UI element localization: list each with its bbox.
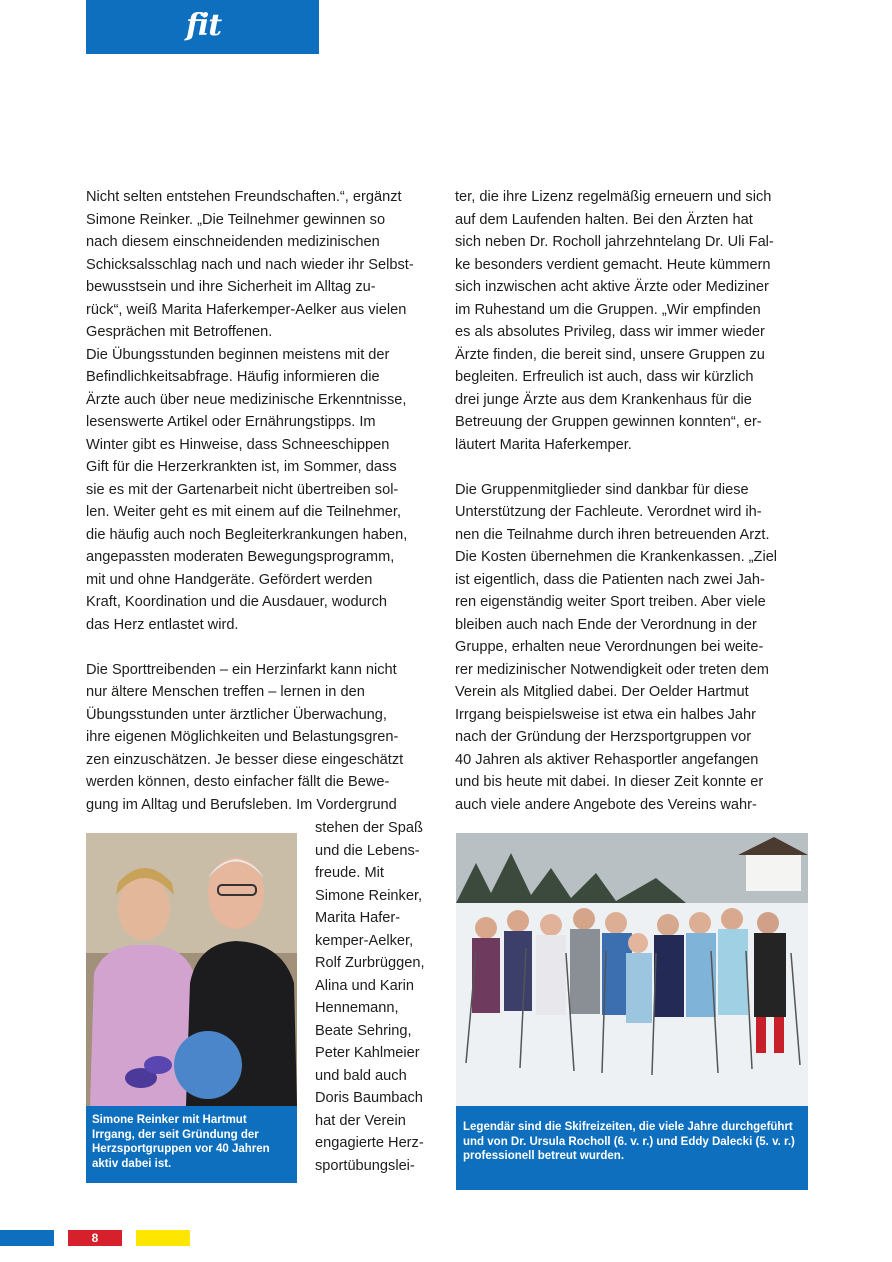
logo-fit-text: fit <box>186 8 222 43</box>
footer-blue-bar <box>0 1230 54 1246</box>
photo-caption: Simone Reinker mit Hartmut Irrgang, der seit Gründung der Herzsportgruppen vor 40 Jahren aktiv dabei ist. <box>86 1106 297 1183</box>
header-logo-bar <box>86 0 319 54</box>
text-column-right <box>455 186 807 816</box>
paragraph: Nicht selten entstehen Freundschaften.“, ergänzt Simone Reinker. „Die Teilnehmer gewinnen so nach diesem einschneidenden medizinischen Schicksalsschlag nach und nach wieder ihr Selbst- bewusstsein und ihre Sicherheit im Alltag zu- rück“, weiß Marita Haferkemper-Aelker aus vielen Gesprächen mit Betroffenen. Die Übungsstunden beginnen meistens mit der Befindlichkeitsabfrage. Häufig informieren die Ärzte auch über neue medizinische Erkenntnisse, lesenswerte Artikel oder Ernährungstipps. Im Winter gibt es Hinweise, dass Schneeschippen Gift für die Herzerkrankten ist, im Sommer, dass sie es mit der Gartenarbeit nicht übertreiben sol- len. Weiter geht es mit einem auf die Teilnehmer, die häufig auch noch Begleiterkrankungen haben, angepassten moderaten Bewegungsprogramm, mit und ohne Handgeräte. Gefördert werden Kraft, Koordination und die Ausdauer, wodurch das Herz entlastet wird. <box>86 189 414 633</box>
paragraph: Die Gruppenmitglieder sind dankbar für diese Unterstützung der Fachleute. Verordnet wird ih- nen die Teilnahme durch ihren betreuenden Arzt. Die Kosten übernehmen die Krankenkassen. „Ziel ist eigentlich, dass die Patienten nach zwei Jah- ren eigenständig weiter Sport treiben. Aber viele bleiben auch nach Ende der Verordnung in der Gruppe, erhalten neue Verordnungen bei weite- rer medizinischer Notwendigkeit oder treten dem Verein als Mitglied dabei. Der Oelder Hartmut Irrgang beispielsweise ist etwa ein halbes Jahr nach der Gründung der Herzsportgruppen vor 40 Jahren als aktiver Rehasportler angefangen und bis heute mit dabei. In dieser Zeit konnte er auch viele andere Angebote des Vereins wahr- <box>455 481 778 813</box>
paragraph: ter, die ihre Lizenz regelmäßig erneuern und sich auf dem Laufenden halten. Bei den Ärzten hat sich neben Dr. Rocholl jahrzehntelang Dr. Uli Fal- ke besonders verdient gemacht. Heute kümmern sich inzwischen acht aktive Ärzte oder Mediziner im Ruhestand um die Gruppen. „Wir empfinden es als absolutes Privileg, dass wir immer wieder Ärzte finden, die bereit sind, unsere Gruppen zu begleiten. Erfreulich ist auch, dass wir kürzlich drei junge Ärzte aus dem Krankenhaus für die Betreuung der Gruppen gewinnen konnten“, er- läutert Marita Haferkemper. <box>455 189 774 453</box>
text-column-left <box>86 186 438 816</box>
paragraph: Die Sporttreibenden – ein Herzinfarkt kann nicht nur ältere Menschen treffen – lernen in den Übungsstunden unter ärztlicher Überwachung, ihre eigenen Möglichkeiten und Belastungsgren- zen einzuschätzen. Je besser diese eingeschätzt werden können, desto einfacher fällt die Bewe- gung im Alltag und Berufsleben. Im Vordergrund <box>86 661 404 813</box>
paragraph-continuation: stehen der Spaß und die Lebens- freude. Mit Simone Reinker, Marita Hafer- kemper-Aelker, Rolf Zurbrüggen, Alina und Karin Hennemann, Beate Sehring, Peter Kahlmeier und bald auch Doris Baumbach hat der Verein engagierte Herz- sportübungslei- <box>315 820 425 1174</box>
photo-ski-group <box>456 833 808 1106</box>
footer-yellow-bar <box>136 1230 190 1246</box>
page-number: 8 <box>68 1230 122 1246</box>
photo-reinker-irrgang <box>86 833 297 1106</box>
photo-caption: Legendär sind die Skifreizeiten, die viele Jahre durchgeführt und von Dr. Ursula Rocholl (6. v. r.) und Eddy Dalecki (5. v. r.) professionell betreut wurden. <box>456 1106 808 1190</box>
